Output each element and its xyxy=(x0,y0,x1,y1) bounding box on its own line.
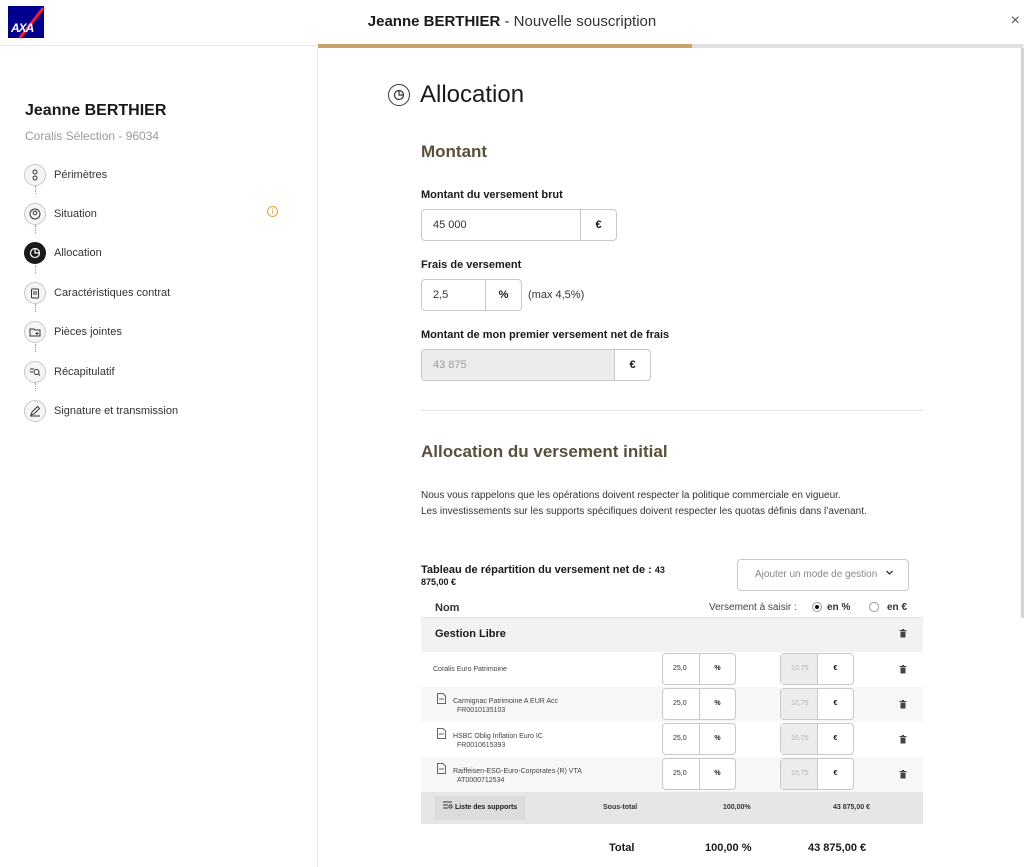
step-situation[interactable] xyxy=(24,194,274,233)
trash-icon[interactable] xyxy=(899,629,907,640)
step-perimetres[interactable] xyxy=(24,155,178,194)
frais-hint: (max 4,5%) xyxy=(528,289,585,301)
net-unit: € xyxy=(614,350,650,380)
sidebar xyxy=(0,47,318,867)
pct-unit: % xyxy=(699,724,735,754)
table-title-amount: 43 875,00 € xyxy=(421,565,665,587)
brut-field[interactable] xyxy=(421,209,617,241)
fund-name: Carmignac Patrimoine A EUR Acc xyxy=(453,698,559,705)
pct-field[interactable] xyxy=(662,723,736,755)
radio-eur-label: en € xyxy=(887,602,908,613)
step-list xyxy=(24,155,274,431)
sidebar-client-name: Jeanne BERTHIER xyxy=(25,102,167,119)
pct-input[interactable]: 25,0 xyxy=(673,665,687,672)
app-header xyxy=(0,0,1024,46)
fund-row xyxy=(421,757,923,792)
eur-value: 10,75 xyxy=(781,689,817,719)
frais-unit: % xyxy=(485,280,521,310)
subtotal-eur: 43 875,00 € xyxy=(833,804,870,811)
add-mode-label: Ajouter un mode de gestion xyxy=(755,569,878,580)
allocation-icon xyxy=(388,84,410,106)
step-pieces-jointes[interactable] xyxy=(24,313,178,352)
header-title xyxy=(0,13,1024,30)
brut-input[interactable]: 45 000 xyxy=(433,219,467,231)
frais-field[interactable] xyxy=(421,279,522,311)
step-label: Allocation xyxy=(54,247,102,260)
col-nom: Nom xyxy=(435,602,460,614)
table-title xyxy=(421,564,691,588)
header-subtitle: Nouvelle souscription xyxy=(513,13,657,30)
total-row xyxy=(421,842,923,862)
close-icon[interactable]: × xyxy=(1010,12,1020,29)
pdf-icon[interactable] xyxy=(437,763,446,776)
group-row xyxy=(421,618,923,652)
pdf-icon[interactable] xyxy=(437,693,446,706)
pct-field[interactable] xyxy=(662,758,736,790)
pct-field[interactable] xyxy=(662,688,736,720)
fund-name: Coralis Euro Patrimoine xyxy=(433,666,507,673)
divider xyxy=(421,410,923,411)
brut-label: Montant du versement brut xyxy=(421,189,563,201)
subtotal-label: Sous-total xyxy=(603,804,638,811)
allocation-table xyxy=(421,600,923,824)
allocation-icon xyxy=(24,242,46,264)
net-field xyxy=(421,349,651,381)
pct-input[interactable]: 25,0 xyxy=(673,735,687,742)
fund-isin: AT0000712534 xyxy=(457,777,505,784)
radio-pct-label: en % xyxy=(827,602,851,613)
pct-unit: % xyxy=(699,654,735,684)
frais-input[interactable]: 2,5 xyxy=(433,289,449,301)
header-client-name: Jeanne BERTHIER xyxy=(367,13,501,30)
fund-name: Raiffeisen-ESG-Euro-Corporates (R) VTA xyxy=(453,768,582,775)
fund-isin: FR0010135103 xyxy=(457,707,506,714)
eur-field xyxy=(780,723,854,755)
eur-field xyxy=(780,758,854,790)
perimetres-icon xyxy=(24,164,46,186)
subtotal-pct: 100,00% xyxy=(723,804,751,811)
eur-field xyxy=(780,653,854,685)
step-recapitulatif[interactable] xyxy=(24,352,178,391)
step-label: Signature et transmission xyxy=(54,405,179,418)
eur-unit: € xyxy=(817,689,853,719)
radio-eur[interactable] xyxy=(869,602,879,612)
sidebar-client-sub: Coralis Sélection - 96034 xyxy=(25,129,160,143)
brut-unit: € xyxy=(580,210,616,240)
step-label: Récapitulatif xyxy=(54,365,115,378)
list-supports-button[interactable] xyxy=(435,796,525,820)
fund-row xyxy=(421,722,923,757)
note-line-2: Les investissements sur les supports spécifiques doivent respecter les quotas définis dans l’avenant. xyxy=(421,506,867,517)
main-content xyxy=(319,48,1024,867)
recap-icon xyxy=(24,361,46,383)
clipboard-icon xyxy=(24,282,46,304)
total-label: Total xyxy=(609,842,635,854)
header-separator: - xyxy=(500,13,514,30)
situation-icon xyxy=(24,203,46,225)
eur-field xyxy=(780,688,854,720)
note-line-1: Nous vous rappelons que les opérations doivent respecter la politique commerciale en vigueur. xyxy=(421,490,841,501)
net-value: 43 875 xyxy=(422,350,614,380)
pdf-icon[interactable] xyxy=(437,728,446,741)
eur-unit: € xyxy=(817,654,853,684)
total-eur: 43 875,00 € xyxy=(808,842,867,854)
info-icon[interactable]: i xyxy=(267,206,278,217)
pen-icon xyxy=(24,400,46,422)
radio-pct[interactable] xyxy=(812,602,822,612)
add-mode-dropdown[interactable] xyxy=(737,559,909,591)
group-name: Gestion Libre xyxy=(435,628,506,640)
eur-unit: € xyxy=(817,759,853,789)
step-caracteristiques[interactable] xyxy=(24,273,178,312)
montant-heading: Montant xyxy=(421,142,488,161)
fund-name: HSBC Oblig Inflation Euro IC xyxy=(453,733,543,740)
step-signature[interactable] xyxy=(24,391,178,430)
trash-icon[interactable] xyxy=(899,665,907,676)
table-header xyxy=(421,600,923,618)
list-supports-label: Liste des supports xyxy=(454,804,518,811)
step-label: Caractéristiques contrat xyxy=(54,286,171,299)
page-title-text: Allocation xyxy=(420,81,525,108)
axa-logo: AXA xyxy=(8,6,44,38)
eur-value: 10,75 xyxy=(781,654,817,684)
table-title-text: Tableau de répartition du versement net de : xyxy=(421,564,652,576)
fund-isin: FR0010615393 xyxy=(457,742,506,749)
pct-input[interactable]: 25,0 xyxy=(673,770,687,777)
page-title xyxy=(388,81,524,109)
allocation-heading: Allocation du versement initial xyxy=(421,442,668,461)
saisie-label: Versement à saisir : xyxy=(709,602,797,613)
allocation-note xyxy=(421,488,867,520)
eur-value: 10,75 xyxy=(781,724,817,754)
step-label: Pièces jointes xyxy=(54,326,122,339)
subtotal-row xyxy=(421,792,923,824)
pct-input[interactable]: 25,0 xyxy=(673,700,687,707)
net-label: Montant de mon premier versement net de frais xyxy=(421,329,670,341)
pct-field[interactable] xyxy=(662,653,736,685)
trash-icon[interactable] xyxy=(899,700,907,711)
folder-add-icon xyxy=(24,321,46,343)
frais-label: Frais de versement xyxy=(421,259,522,271)
trash-icon[interactable] xyxy=(899,735,907,746)
chevron-down-icon xyxy=(885,560,894,590)
total-pct: 100,00 % xyxy=(705,842,752,854)
trash-icon[interactable] xyxy=(899,770,907,781)
eur-unit: € xyxy=(817,724,853,754)
step-allocation[interactable] xyxy=(24,234,178,273)
step-label: Périmètres xyxy=(54,168,108,181)
fund-row xyxy=(421,652,923,687)
fund-row xyxy=(421,687,923,722)
pct-unit: % xyxy=(699,759,735,789)
list-search-icon xyxy=(443,801,453,809)
pct-unit: % xyxy=(699,689,735,719)
step-label: Situation xyxy=(54,208,97,221)
eur-value: 10,75 xyxy=(781,759,817,789)
